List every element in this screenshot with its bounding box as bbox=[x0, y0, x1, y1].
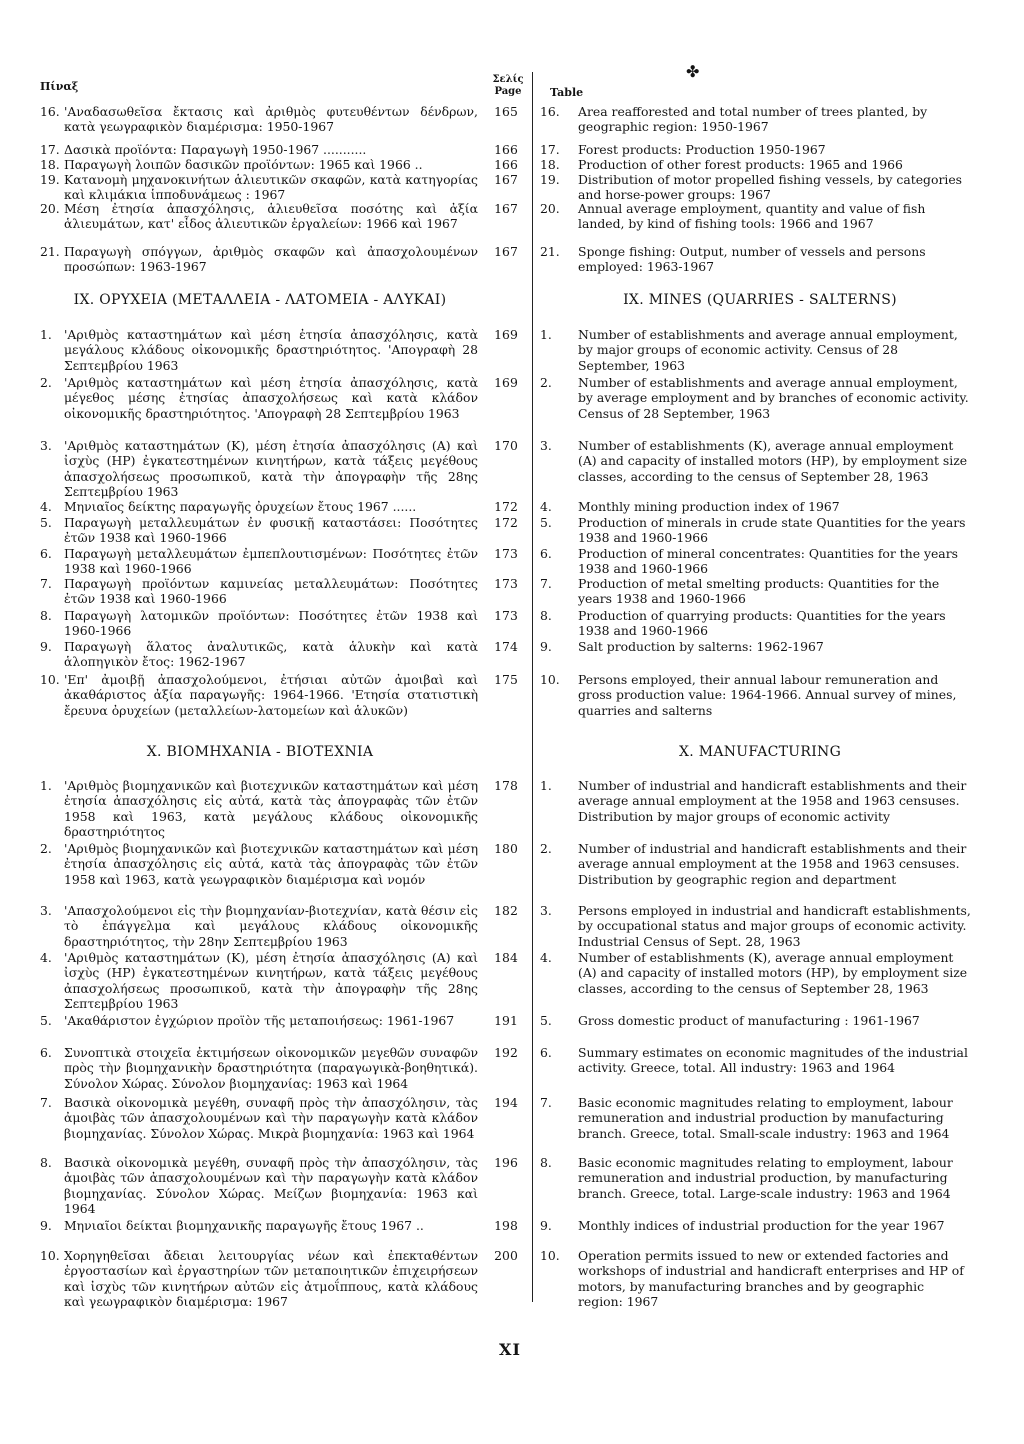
entry-title-en: Number of establishments (K), average annual employment (A) and capacity of installed motors (HP), by employment size classes, according to the census of September 28, 1963 bbox=[578, 950, 968, 996]
toc-entry-el bbox=[40, 950, 478, 1012]
toc-entry-en bbox=[536, 515, 972, 546]
entry-title-el: Βασικὰ οἰκονομικὰ μεγέθη, συναφῆ πρὸς τὴν ἀπασχόλησιν, τὰς ἀμοιβὰς τῶν ἀπασχολουμένων καὶ τὴν παραγωγὴν κατὰ κλάδον βιομηχανίας. Σύνολον Χώρας. Μικρὰ βιομηχανία: 1963 καὶ 1964 bbox=[64, 1095, 478, 1141]
header-table-el: Πίναξ bbox=[40, 80, 79, 93]
toc-entry-en bbox=[536, 327, 972, 373]
entry-page-number: 169 bbox=[494, 375, 518, 390]
toc-entry-el bbox=[40, 375, 478, 421]
toc-entry-en bbox=[536, 639, 972, 654]
toc-entry-en bbox=[536, 546, 972, 577]
entry-title-en: Operation permits issued to new or extended factories and workshops of industrial and handicraft enterprises and HP of motors, by manufacturing branches and by geographic region: 1967 bbox=[578, 1248, 964, 1310]
entry-title-en: Persons employed in industrial and handicraft establishments, by occupational status and major groups of economic activity. Industrial Census of Sept. 28, 1963 bbox=[578, 903, 971, 949]
entry-page-number: 170 bbox=[494, 438, 518, 453]
entry-title-el: Κατανομὴ μηχανοκινήτων ἁλιευτικῶν σκαφῶν, κατὰ κατηγορίας καὶ κλιμάκια ἱπποδυνάμεως : 1967 bbox=[64, 172, 478, 203]
entry-number: 7. bbox=[540, 1095, 552, 1110]
entry-title-en: Number of establishments and average annual employment, by major groups of economic activity. Census of 28 September, 1963 bbox=[578, 327, 958, 373]
entry-title-en: Number of industrial and handicraft establishments and their average annual employment at the 1958 and 1963 censuses. Distribution by major groups of economic activity bbox=[578, 778, 967, 824]
toc-entry-en bbox=[536, 142, 972, 157]
entry-title-el: 'Αριθμὸς καταστημάτων (Κ), μέση ἐτησία ἀπασχόλησις (Α) καὶ ἰσχὺς (ΗΡ) ἐγκατεστημένων κινητήρων, κατὰ τάξεις μεγέθους ἀπασχολήσεως προσωπικοῦ, κατὰ τὴν ἀπογραφὴν τῆς 28ης Σεπτεμβρίου 1963 bbox=[64, 438, 478, 500]
entry-number: 5. bbox=[540, 515, 552, 530]
entry-title-el: Μηνιαῖοι δείκται βιομηχανικῆς παραγωγῆς ἔτους 1967 .. bbox=[64, 1218, 424, 1233]
entry-number: 16. bbox=[40, 104, 60, 119]
entry-number: 3. bbox=[40, 903, 52, 918]
page-number: XI bbox=[499, 1340, 521, 1359]
toc-entry-en bbox=[536, 201, 972, 232]
entry-page-number: 167 bbox=[494, 172, 518, 187]
entry-number: 2. bbox=[40, 375, 52, 390]
entry-number: 21. bbox=[540, 244, 560, 259]
entry-number: 8. bbox=[540, 1155, 552, 1170]
entry-number: 8. bbox=[40, 608, 52, 623]
entry-title-el: 'Αναδασωθεῖσα ἔκτασις καὶ ἀριθμὸς φυτευθέντων δένδρων, κατὰ γεωγραφικὸν διαμέρισμα: 1950-1967 bbox=[64, 104, 478, 135]
entry-title-el: 'Ακαθάριστον ἐγχώριον προϊὸν τῆς μεταποιήσεως: 1961-1967 bbox=[64, 1013, 455, 1028]
entry-title-en: Gross domestic product of manufacturing : 1961-1967 bbox=[578, 1013, 920, 1028]
toc-entry-en bbox=[536, 1155, 972, 1201]
entry-title-en: Number of industrial and handicraft establishments and their average annual employment at the 1958 and 1963 censuses. Distribution by geographic region and department bbox=[578, 841, 967, 887]
toc-entry-el bbox=[40, 327, 478, 373]
entry-number: 4. bbox=[540, 499, 552, 514]
toc-entry-el bbox=[40, 903, 478, 949]
section-title-el: X. ΒΙΟΜΗΧΑΝΙΑ - ΒΙΟΤΕΧΝΙΑ bbox=[146, 744, 374, 760]
entry-title-el: Παραγωγὴ προϊόντων καμινείας μεταλλευμάτων: Ποσότητες ἐτῶν 1938 καὶ 1960-1966 bbox=[64, 576, 478, 607]
entry-title-en: Monthly mining production index of 1967 bbox=[578, 499, 840, 514]
entry-title-en: Forest products: Production 1950-1967 bbox=[578, 142, 826, 157]
entry-page-number: 166 bbox=[494, 157, 518, 172]
toc-entry-el bbox=[40, 201, 478, 232]
entry-title-el: 'Αριθμὸς καταστημάτων καὶ μέση ἐτησία ἀπασχόλησις, κατὰ μεγάλους κλάδους οἰκονομικῆς δραστηριότητος. 'Απογραφὴ 28 Σεπτεμβρίου 1963 bbox=[64, 327, 478, 373]
entry-page-number: 167 bbox=[494, 244, 518, 259]
entry-title-el: 'Απασχολούμενοι εἰς τὴν βιομηχανίαν-βιοτεχνίαν, κατὰ θέσιν εἰς τὸ ἐπάγγελμα καὶ μεγάλους κλάδους οἰκονομικῆς δραστηριότητος, τὴν 28ην Σεπτεμβρίου 1963 bbox=[64, 903, 478, 949]
entry-title-el: 'Αριθμὸς βιομηχανικῶν καὶ βιοτεχνικῶν καταστημάτων καὶ μέση ἐτησία ἀπασχόλησις εἰς αὐτά, κατὰ τὰς ἀπογραφὰς τῶν ἐτῶν 1958 καὶ 1963, κατὰ γεωγραφικὸν διαμέρισμα καὶ νομόν bbox=[64, 841, 478, 887]
toc-entry-el bbox=[40, 1155, 478, 1217]
toc-entry-el bbox=[40, 546, 478, 577]
section-title-en: X. MANUFACTURING bbox=[678, 744, 842, 760]
entry-title-en: Distribution of motor propelled fishing vessels, by categories and horse-power groups: 1967 bbox=[578, 172, 963, 203]
entry-title-el: Παραγωγὴ λατομικῶν προϊόντων: Ποσότητες ἐτῶν 1938 καὶ 1960-1966 bbox=[64, 608, 478, 639]
entry-number: 4. bbox=[40, 950, 52, 965]
entry-page-number: 166 bbox=[494, 142, 518, 157]
entry-title-el: Μηνιαῖος δείκτης παραγωγῆς ὀρυχείων ἔτους 1967 ...... bbox=[64, 499, 417, 514]
entry-number: 6. bbox=[540, 546, 552, 561]
toc-entry-el bbox=[40, 1095, 478, 1141]
entry-number: 10. bbox=[40, 1248, 60, 1263]
toc-entry-el bbox=[40, 438, 478, 500]
toc-entry-en bbox=[536, 244, 972, 275]
entry-page-number: 172 bbox=[494, 515, 518, 530]
entry-page-number: 180 bbox=[494, 841, 518, 856]
entry-title-el: 'Επ' ἀμοιβῇ ἀπασχολούμενοι, ἐτήσιαι αὐτῶν ἀμοιβαὶ καὶ ἀκαθάριστος ἀξία παραγωγῆς: 1964-1966. 'Ετησία στατιστικὴ ἔρευνα ὀρυχείων (μεταλλείων-λατομείων καὶ ἁλυκῶν) bbox=[64, 672, 478, 718]
entry-title-el: Χορηγηθεῖσαι ἄδειαι λειτουργίας νέων καὶ ἐπεκταθέντων ἐργοστασίων καὶ ἐργαστηρίων τῶν μεταποιητικῶν ἐπιχειρήσεων καὶ ἰσχὺς τῶν κινητήρων αὐτῶν εἰς ἀτμοΐππους, κατὰ κλάδους καὶ γεωγραφικὸν διαμέρισμα: 1967 bbox=[64, 1248, 478, 1310]
toc-entry-el bbox=[40, 1045, 478, 1091]
entry-page-number: 167 bbox=[494, 201, 518, 216]
entry-page-number: 169 bbox=[494, 327, 518, 342]
entry-number: 7. bbox=[40, 576, 52, 591]
entry-title-en: Persons employed, their annual labour remuneration and gross production value: 1964-1966. Annual survey of mines, quarries and salterns bbox=[578, 672, 957, 718]
toc-entry-el bbox=[40, 1218, 478, 1233]
entry-number: 9. bbox=[540, 1218, 552, 1233]
entry-number: 1. bbox=[540, 778, 552, 793]
column-divider bbox=[532, 72, 533, 1302]
toc-entry-el bbox=[40, 157, 478, 172]
header-table-en: Table bbox=[550, 86, 584, 99]
entry-title-en: Production of mineral concentrates: Quantities for the years 1938 and 1960-1966 bbox=[578, 546, 958, 577]
entry-number: 5. bbox=[540, 1013, 552, 1028]
entry-page-number: 172 bbox=[494, 499, 518, 514]
entry-number: 8. bbox=[540, 608, 552, 623]
entry-number: 6. bbox=[40, 1045, 52, 1060]
toc-entry-en bbox=[536, 172, 972, 203]
toc-entry-el bbox=[40, 104, 478, 135]
entry-title-en: Production of metal smelting products: Quantities for the years 1938 and 1960-1966 bbox=[578, 576, 940, 607]
toc-entry-el bbox=[40, 244, 478, 275]
toc-entry-en bbox=[536, 576, 972, 607]
printer-mark-icon: ✤ bbox=[686, 62, 700, 81]
entry-title-en: Production of quarrying products: Quantities for the years 1938 and 1960-1966 bbox=[578, 608, 946, 639]
entry-number: 10. bbox=[40, 672, 60, 687]
entry-title-en: Basic economic magnitudes relating to employment, labour remuneration and industrial production by manufacturing branch. Greece, total. Small-scale industry: 1963 and 1964 bbox=[578, 1095, 953, 1141]
toc-entry-el bbox=[40, 672, 478, 718]
entry-page-number: 184 bbox=[494, 950, 518, 965]
entry-title-el: Βασικὰ οἰκονομικὰ μεγέθη, συναφῆ πρὸς τὴν ἀπασχόλησιν, τὰς ἀμοιβὰς τῶν ἀπασχολουμένων καὶ τὴν παραγωγὴν κατὰ κλάδον βιομηχανίας. Σύνολον Χώρας. Μείζων βιομηχανία: 1963 καὶ 1964 bbox=[64, 1155, 478, 1217]
entry-page-number: 200 bbox=[494, 1248, 518, 1263]
entry-number: 18. bbox=[40, 157, 60, 172]
entry-number: 3. bbox=[540, 438, 552, 453]
entry-number: 19. bbox=[40, 172, 60, 187]
entry-page-number: 182 bbox=[494, 903, 518, 918]
section-title-el: IX. ΟΡΥΧΕΙΑ (ΜΕΤΑΛΛΕΙΑ - ΛΑΤΟΜΕΙΑ - ΑΛΥΚΑΙ) bbox=[73, 292, 447, 308]
toc-entry-en bbox=[536, 841, 972, 887]
toc-entry-el bbox=[40, 576, 478, 607]
entry-page-number: 175 bbox=[494, 672, 518, 687]
toc-entry-el bbox=[40, 608, 478, 639]
toc-entry-el bbox=[40, 1248, 478, 1310]
toc-entry-en bbox=[536, 1095, 972, 1141]
entry-page-number: 196 bbox=[494, 1155, 518, 1170]
entry-number: 17. bbox=[40, 142, 60, 157]
entry-page-number: 191 bbox=[494, 1013, 518, 1028]
toc-entry-en bbox=[536, 157, 972, 172]
entry-number: 9. bbox=[40, 639, 52, 654]
entry-title-en: Number of establishments and average annual employment, by average employment and by branches of economic activity. Census of 28 September, 1963 bbox=[578, 375, 969, 421]
entry-title-el: 'Αριθμὸς βιομηχανικῶν καὶ βιοτεχνικῶν καταστημάτων καὶ μέση ἐτησία ἀπασχόλησις εἰς αὐτά, κατὰ τὰς ἀπογραφὰς τῶν ἐτῶν 1958 καὶ 1963, κατὰ μεγάλους κλάδους οἰκονομικῆς δραστηριότητος bbox=[64, 778, 478, 840]
toc-entry-el bbox=[40, 172, 478, 203]
entry-number: 4. bbox=[540, 950, 552, 965]
toc-entry-el bbox=[40, 639, 478, 670]
toc-entry-el bbox=[40, 841, 478, 887]
entry-number: 17. bbox=[540, 142, 560, 157]
toc-entry-el bbox=[40, 499, 478, 514]
entry-page-number: 173 bbox=[494, 576, 518, 591]
entry-number: 19. bbox=[540, 172, 560, 187]
entry-number: 6. bbox=[40, 546, 52, 561]
entry-number: 9. bbox=[40, 1218, 52, 1233]
entry-title-el: Δασικὰ προϊόντα: Παραγωγὴ 1950-1967 ........... bbox=[64, 142, 367, 157]
entry-number: 2. bbox=[540, 841, 552, 856]
toc-entry-en bbox=[536, 672, 972, 718]
entry-number: 5. bbox=[40, 515, 52, 530]
toc-entry-el bbox=[40, 1013, 478, 1028]
toc-entry-el bbox=[40, 515, 478, 546]
toc-entry-en bbox=[536, 903, 972, 949]
entry-number: 1. bbox=[40, 327, 52, 342]
entry-number: 5. bbox=[40, 1013, 52, 1028]
entry-page-number: 165 bbox=[494, 104, 518, 119]
entry-title-el: Παραγωγὴ μεταλλευμάτων ἐμπεπλουτισμένων: Ποσότητες ἐτῶν 1938 καὶ 1960-1966 bbox=[64, 546, 478, 577]
section-title-en: IX. MINES (QUARRIES - SALTERNS) bbox=[623, 292, 897, 308]
entry-number: 1. bbox=[540, 327, 552, 342]
entry-title-el: Παραγωγὴ ἅλατος ἀναλυτικῶς, κατὰ ἁλυκὴν καὶ κατὰ ἁλοπηγικὸν ἔτος: 1962-1967 bbox=[64, 639, 478, 670]
entry-number: 20. bbox=[40, 201, 60, 216]
entry-title-en: Basic economic magnitudes relating to employment, labour remuneration and industrial production, by manufacturing branch. Greece, total. Large-scale industry: 1963 and 1964 bbox=[578, 1155, 953, 1201]
toc-entry-en bbox=[536, 438, 972, 484]
entry-page-number: 174 bbox=[494, 639, 518, 654]
entry-number: 10. bbox=[540, 672, 560, 687]
entry-page-number: 173 bbox=[494, 608, 518, 623]
entry-number: 10. bbox=[540, 1248, 560, 1263]
header-page-el: Σελίς bbox=[492, 74, 524, 85]
toc-entry-el bbox=[40, 778, 478, 840]
toc-entry-en bbox=[536, 778, 972, 824]
entry-number: 21. bbox=[40, 244, 60, 259]
entry-page-number: 194 bbox=[494, 1095, 518, 1110]
entry-number: 2. bbox=[540, 375, 552, 390]
header-page-en: Page bbox=[494, 86, 522, 97]
entry-title-el: Παραγωγὴ σπόγγων, ἀριθμὸς σκαφῶν καὶ ἀπασχολουμένων προσώπων: 1963-1967 bbox=[64, 244, 478, 275]
entry-number: 8. bbox=[40, 1155, 52, 1170]
toc-entry-en bbox=[536, 1248, 972, 1310]
entry-title-el: 'Αριθμὸς καταστημάτων καὶ μέση ἐτησία ἀπασχόλησις, κατὰ μέγεθος μέσης ἐτησίας ἀπασχολήσεως καὶ κατὰ κλάδον οἰκονομικῆς δραστηριότητος. 'Απογραφὴ 28 Σεπτεμβρίου 1963 bbox=[64, 375, 478, 421]
entry-number: 3. bbox=[540, 903, 552, 918]
entry-number: 9. bbox=[540, 639, 552, 654]
entry-title-el: Συνοπτικὰ στοιχεῖα ἐκτιμήσεων οἰκονομικῶν μεγεθῶν συναφῶν πρὸς τὴν βιομηχανικὴν δραστηριότητα (παραγωγικὰ-βοηθητικά). Σύνολον Χώρας. Σύνολον βιομηχανίας: 1963 καὶ 1964 bbox=[64, 1045, 478, 1091]
entry-number: 7. bbox=[40, 1095, 52, 1110]
toc-entry-en bbox=[536, 608, 972, 639]
entry-page-number: 198 bbox=[494, 1218, 518, 1233]
entry-number: 18. bbox=[540, 157, 560, 172]
toc-entry-el bbox=[40, 142, 478, 157]
toc-entry-en bbox=[536, 499, 972, 514]
entry-title-el: Παραγωγὴ λοιπῶν δασικῶν προϊόντων: 1965 καὶ 1966 .. bbox=[64, 157, 423, 172]
toc-entry-en bbox=[536, 1218, 972, 1233]
entry-title-en: Production of other forest products: 1965 and 1966 bbox=[578, 157, 903, 172]
toc-entry-en bbox=[536, 1045, 972, 1076]
entry-number: 2. bbox=[40, 841, 52, 856]
entry-title-el: Παραγωγὴ μεταλλευμάτων ἐν φυσικῇ καταστάσει: Ποσότητες ἐτῶν 1938 καὶ 1960-1966 bbox=[64, 515, 478, 546]
entry-title-en: Area reafforested and total number of trees planted, by geographic region: 1950-1967 bbox=[578, 104, 928, 135]
toc-entry-en bbox=[536, 104, 972, 135]
entry-page-number: 173 bbox=[494, 546, 518, 561]
header-page bbox=[490, 74, 526, 98]
entry-number: 6. bbox=[540, 1045, 552, 1060]
toc-entry-en bbox=[536, 375, 972, 421]
entry-number: 1. bbox=[40, 778, 52, 793]
entry-number: 4. bbox=[40, 499, 52, 514]
entry-title-en: Summary estimates on economic magnitudes of the industrial activity. Greece, total. All industry: 1963 and 1964 bbox=[578, 1045, 968, 1076]
entry-title-en: Salt production by salterns: 1962-1967 bbox=[578, 639, 824, 654]
toc-entry-en bbox=[536, 950, 972, 996]
entry-number: 3. bbox=[40, 438, 52, 453]
entry-title-en: Production of minerals in crude state Quantities for the years 1938 and 1960-1966 bbox=[578, 515, 966, 546]
entry-title-en: Number of establishments (K), average annual employment (A) and capacity of installed motors (HP), by employment size classes, according to the census of September 28, 1963 bbox=[578, 438, 968, 484]
entry-number: 7. bbox=[540, 576, 552, 591]
entry-page-number: 192 bbox=[494, 1045, 518, 1060]
entry-number: 20. bbox=[540, 201, 560, 216]
toc-entry-en bbox=[536, 1013, 972, 1028]
entry-title-el: 'Αριθμὸς καταστημάτων (Κ), μέση ἐτησία ἀπασχόλησις (Α) καὶ ἰσχὺς (ΗΡ) ἐγκατεστημένων κινητήρων, κατὰ τάξεις μεγέθους ἀπασχολήσεως προσωπικοῦ, κατὰ τὴν ἀπογραφὴν τῆς 28ης Σεπτεμβρίου 1963 bbox=[64, 950, 478, 1012]
entry-title-en: Sponge fishing: Output, number of vessels and persons employed: 1963-1967 bbox=[578, 244, 926, 275]
entry-number: 16. bbox=[540, 104, 560, 119]
entry-title-en: Annual average employment, quantity and value of fish landed, by kind of fishing tools: 1966 and 1967 bbox=[578, 201, 926, 232]
entry-title-en: Monthly indices of industrial production for the year 1967 bbox=[578, 1218, 945, 1233]
entry-page-number: 178 bbox=[494, 778, 518, 793]
entry-title-el: Μέση ἐτησία ἀπασχόλησις, ἁλιευθεῖσα ποσότης καὶ ἀξία ἁλιευμάτων, κατ' εἶδος ἁλιευτικῶν ἐργαλείων: 1966 καὶ 1967 bbox=[64, 201, 478, 232]
